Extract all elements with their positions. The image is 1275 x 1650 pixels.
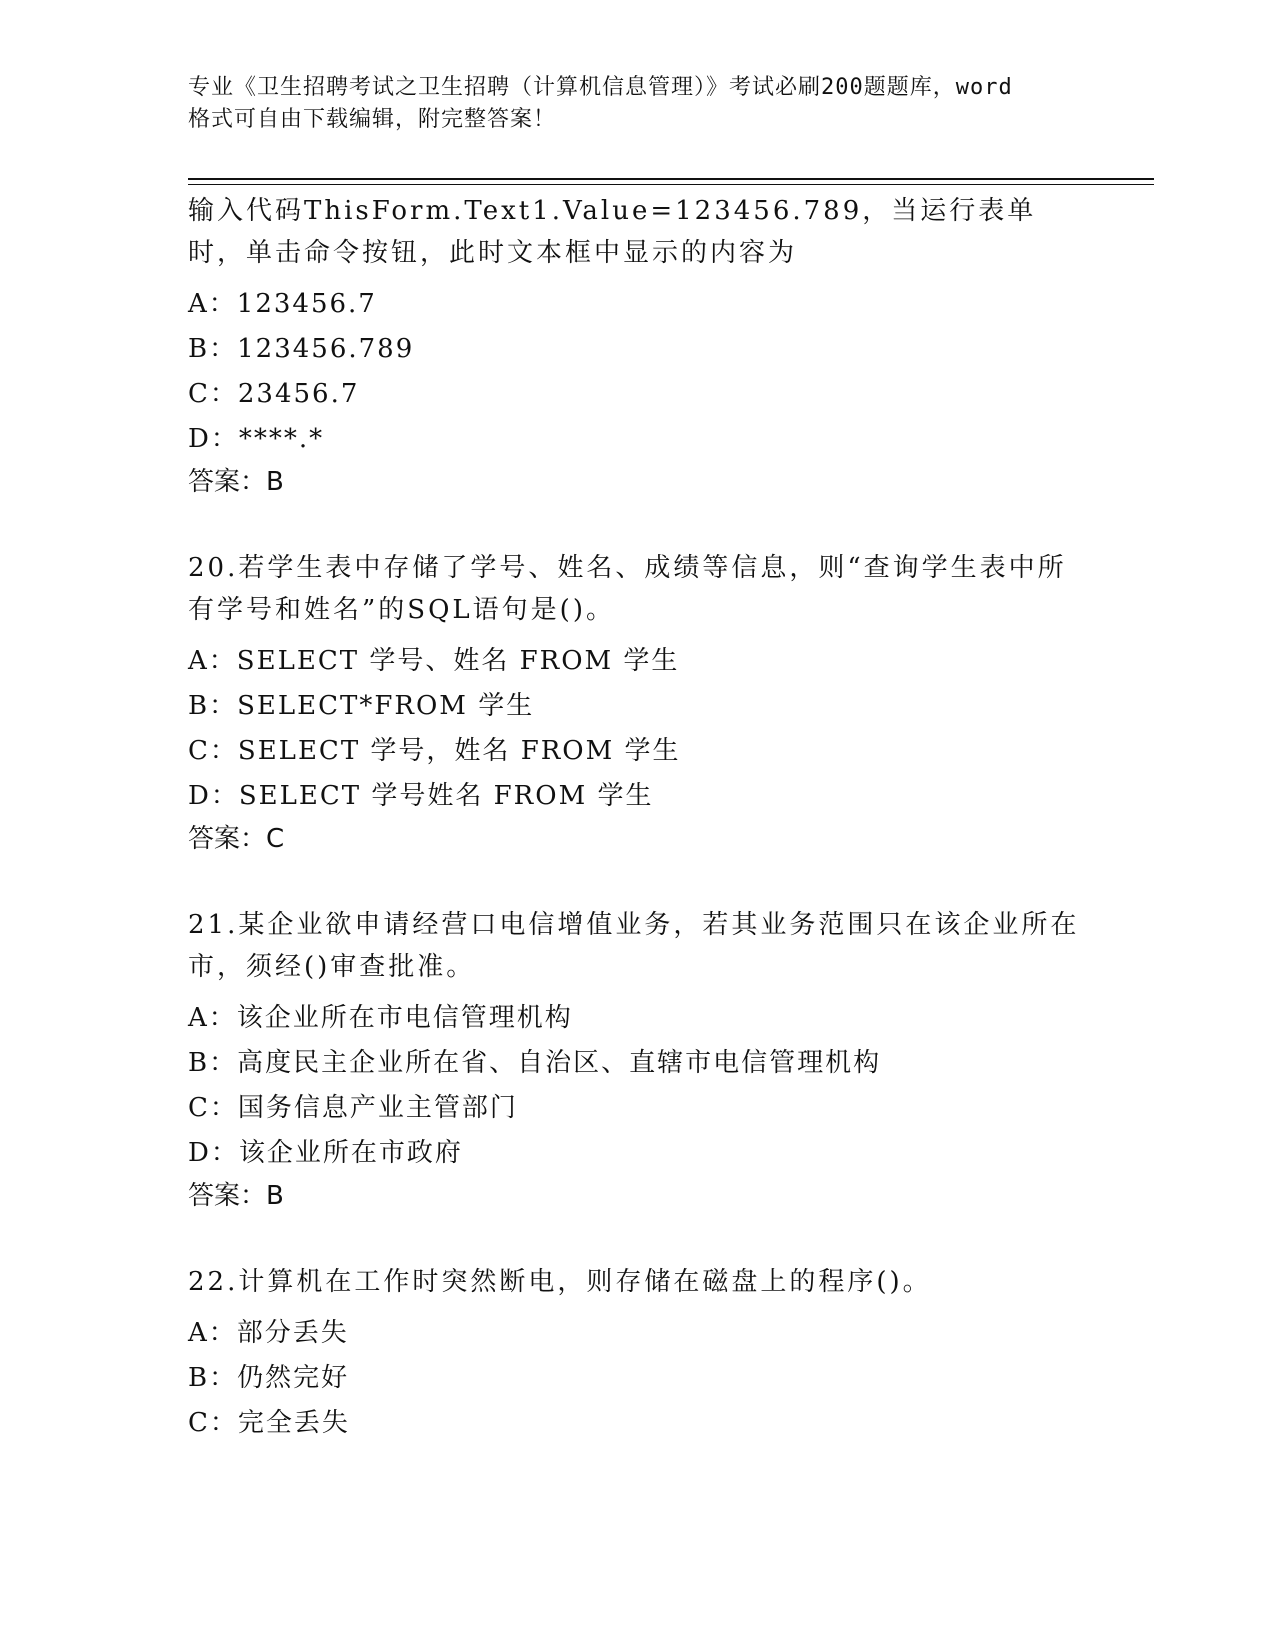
question-block bbox=[188, 904, 1088, 1211]
option-b: B：123456.789 bbox=[188, 334, 415, 364]
question-text: 输入代码ThisForm.Text1.Value=123456.789，当运行表单时，单击命令按钮，此时文本框中显示的内容为 bbox=[188, 196, 1037, 268]
header-line-1: 专业《卫生招聘考试之卫生招聘（计算机信息管理）》考试必刷200题题库，word bbox=[188, 75, 1013, 100]
option-a: A：该企业所在市电信管理机构 bbox=[188, 1003, 573, 1033]
document-header bbox=[188, 72, 1088, 136]
option-c: C：SELECT 学号，姓名 FROM 学生 bbox=[188, 736, 681, 766]
option-a: A：部分丢失 bbox=[188, 1318, 349, 1348]
question-block bbox=[188, 1261, 1088, 1438]
option-d: D：该企业所在市政府 bbox=[188, 1138, 463, 1168]
question-text: 21.某企业欲申请经营口电信增值业务，若其业务范围只在该企业所在市，须经()审查批准。 bbox=[188, 910, 1080, 982]
header-divider-thin bbox=[188, 184, 1154, 185]
option-c: C：国务信息产业主管部门 bbox=[188, 1093, 518, 1123]
option-c: C：完全丢失 bbox=[188, 1408, 350, 1438]
option-c: C：23456.7 bbox=[188, 379, 360, 409]
option-d: D：****.* bbox=[188, 424, 325, 454]
answer-line: 答案：B bbox=[188, 1181, 284, 1211]
option-b: B：高度民主企业所在省、自治区、直辖市电信管理机构 bbox=[188, 1048, 882, 1078]
question-block bbox=[188, 190, 1088, 497]
answer-line: 答案：C bbox=[188, 824, 285, 854]
option-d: D：SELECT 学号姓名 FROM 学生 bbox=[188, 781, 654, 811]
option-b: B：仍然完好 bbox=[188, 1363, 350, 1393]
header-divider-thick bbox=[188, 178, 1154, 180]
answer-line: 答案：B bbox=[188, 467, 284, 497]
question-block bbox=[188, 547, 1088, 854]
header-line-2: 格式可自由下载编辑，附完整答案！ bbox=[188, 107, 557, 132]
option-a: A：123456.7 bbox=[188, 289, 377, 319]
question-text: 22.计算机在工作时突然断电，则存储在磁盘上的程序()。 bbox=[188, 1267, 932, 1297]
option-b: B：SELECT*FROM 学生 bbox=[188, 691, 535, 721]
question-text: 20.若学生表中存储了学号、姓名、成绩等信息，则“查询学生表中所有学号和姓名”的SQL语句是()。 bbox=[188, 553, 1067, 625]
question-list bbox=[188, 190, 1088, 1438]
option-a: A：SELECT 学号、姓名 FROM 学生 bbox=[188, 646, 680, 676]
